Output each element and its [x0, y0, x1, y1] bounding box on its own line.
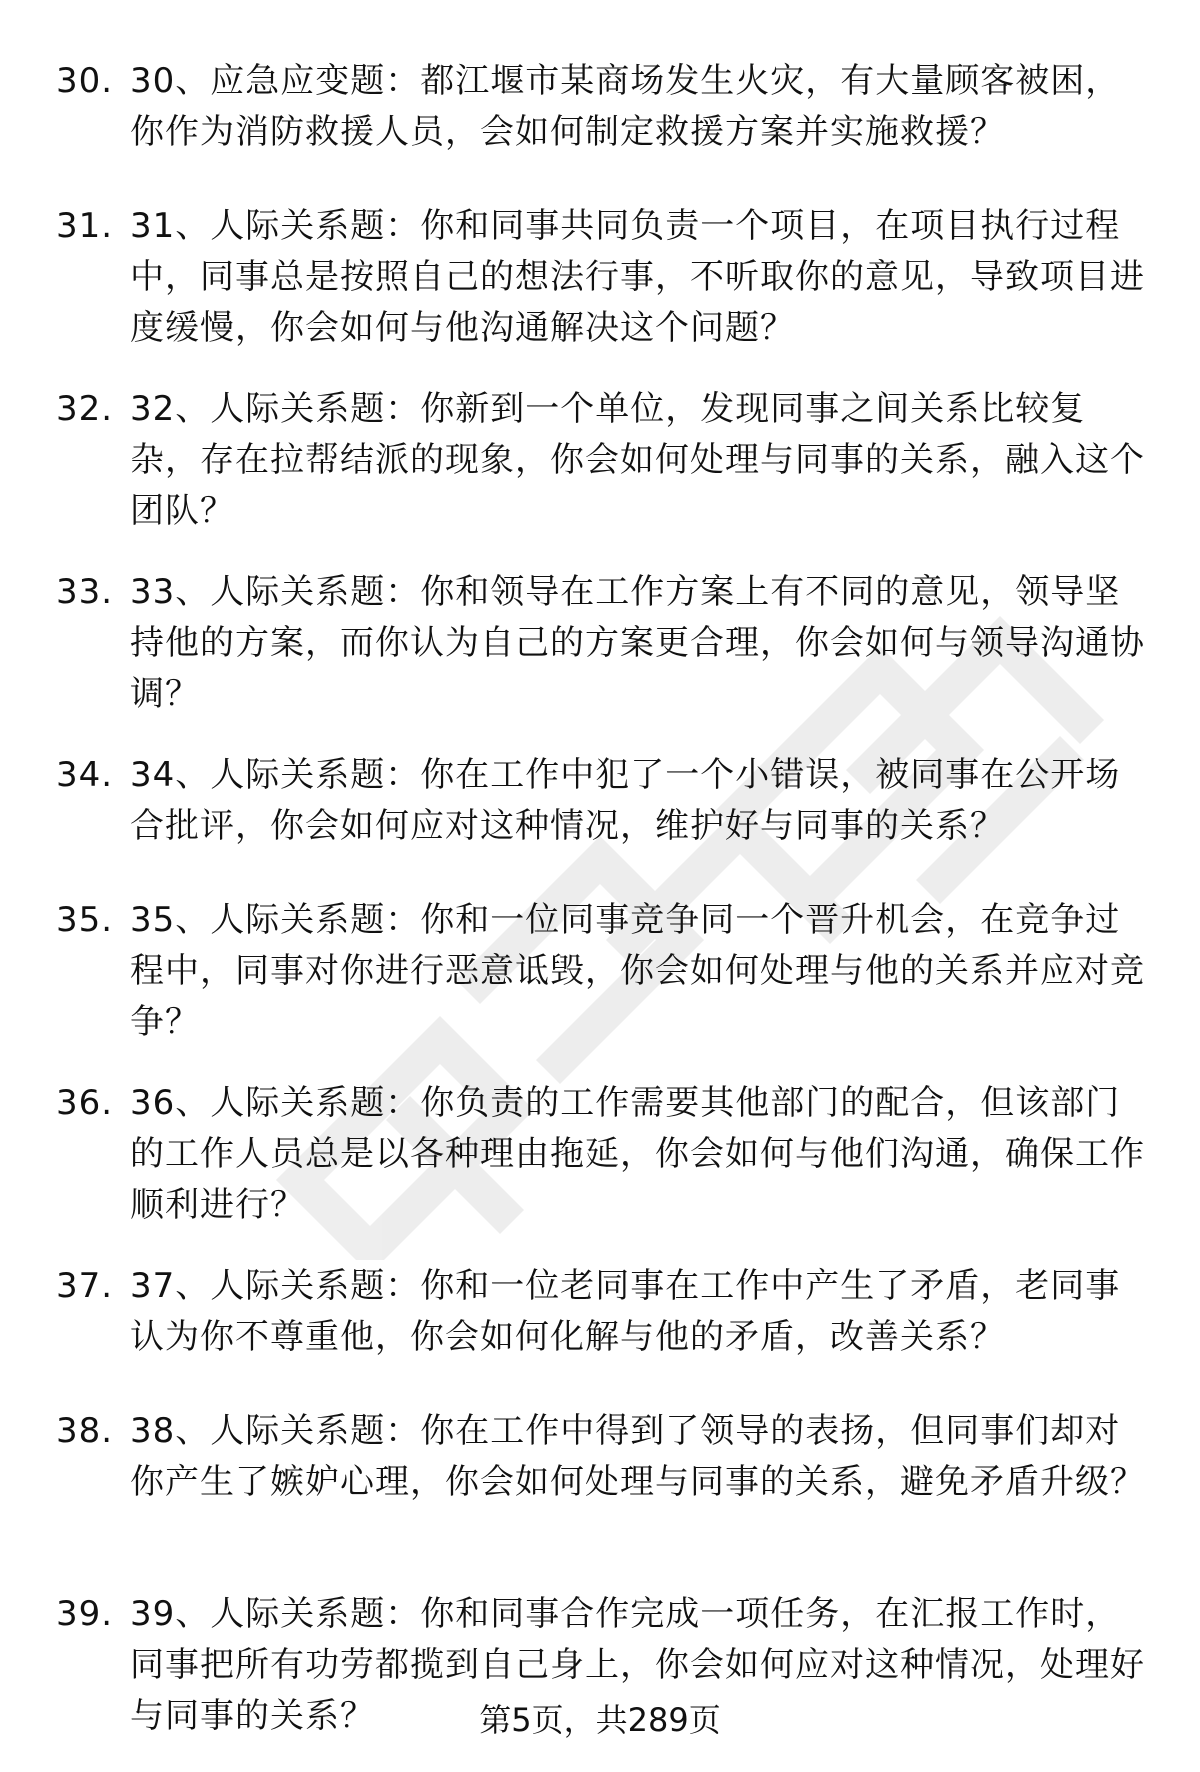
question-text: 34、人际关系题：你在工作中犯了一个小错误，被同事在公开场合批评，你会如何应对这种情况，维护好与同事的关系？: [130, 755, 1121, 846]
question-item: [0, 1078, 1200, 1261]
question-text: 30、应急应变题：都江堰市某商场发生火灾，有大量顾客被困，你作为消防救援人员，会如何制定救援方案并实施救援？: [130, 61, 1121, 152]
question-number: 30.: [56, 61, 114, 101]
question-item: [0, 1406, 1200, 1589]
question-number: 34.: [56, 755, 114, 795]
question-item: [0, 1589, 1200, 1772]
question-text: 38、人际关系题：你在工作中得到了领导的表扬，但同事们却对你产生了嫉妒心理，你会如何处理与同事的关系，避免矛盾升级？: [130, 1411, 1145, 1502]
question-text: 39、人际关系题：你和同事合作完成一项任务，在汇报工作时，同事把所有功劳都揽到自己身上，你会如何应对这种情况，处理好与同事的关系？: [130, 1594, 1145, 1736]
question-text: 37、人际关系题：你和一位老同事在工作中产生了矛盾，老同事认为你不尊重他，你会如何化解与他的矛盾，改善关系？: [130, 1266, 1121, 1357]
question-number: 39.: [56, 1594, 114, 1634]
question-number: 33.: [56, 572, 114, 612]
question-item: [0, 567, 1200, 750]
question-number: 32.: [56, 389, 114, 429]
question-item: [0, 750, 1200, 895]
question-text: 36、人际关系题：你负责的工作需要其他部门的配合，但该部门的工作人员总是以各种理由拖延，你会如何与他们沟通，确保工作顺利进行？: [130, 1083, 1145, 1225]
question-item: [0, 384, 1200, 567]
question-number: 37.: [56, 1266, 114, 1306]
question-number: 31.: [56, 206, 114, 246]
question-item: [0, 201, 1200, 384]
question-item: [0, 895, 1200, 1078]
page-footer: 第5页，共289页: [479, 1701, 721, 1739]
question-text: 35、人际关系题：你和一位同事竞争同一个晋升机会，在竞争过程中，同事对你进行恶意诋毁，你会如何处理与他的关系并应对竞争？: [130, 900, 1145, 1042]
question-list: [0, 56, 1200, 1772]
question-item: [0, 56, 1200, 201]
question-text: 32、人际关系题：你新到一个单位，发现同事之间关系比较复杂，存在拉帮结派的现象，你会如何处理与同事的关系，融入这个团队？: [130, 389, 1145, 531]
question-number: 35.: [56, 900, 114, 940]
question-text: 33、人际关系题：你和领导在工作方案上有不同的意见，领导坚持他的方案，而你认为自己的方案更合理，你会如何与领导沟通协调？: [130, 572, 1145, 714]
question-number: 36.: [56, 1083, 114, 1123]
question-text: 31、人际关系题：你和同事共同负责一个项目，在项目执行过程中，同事总是按照自己的想法行事，不听取你的意见，导致项目进度缓慢，你会如何与他沟通解决这个问题？: [130, 206, 1145, 348]
question-number: 38.: [56, 1411, 114, 1451]
question-item: [0, 1261, 1200, 1406]
